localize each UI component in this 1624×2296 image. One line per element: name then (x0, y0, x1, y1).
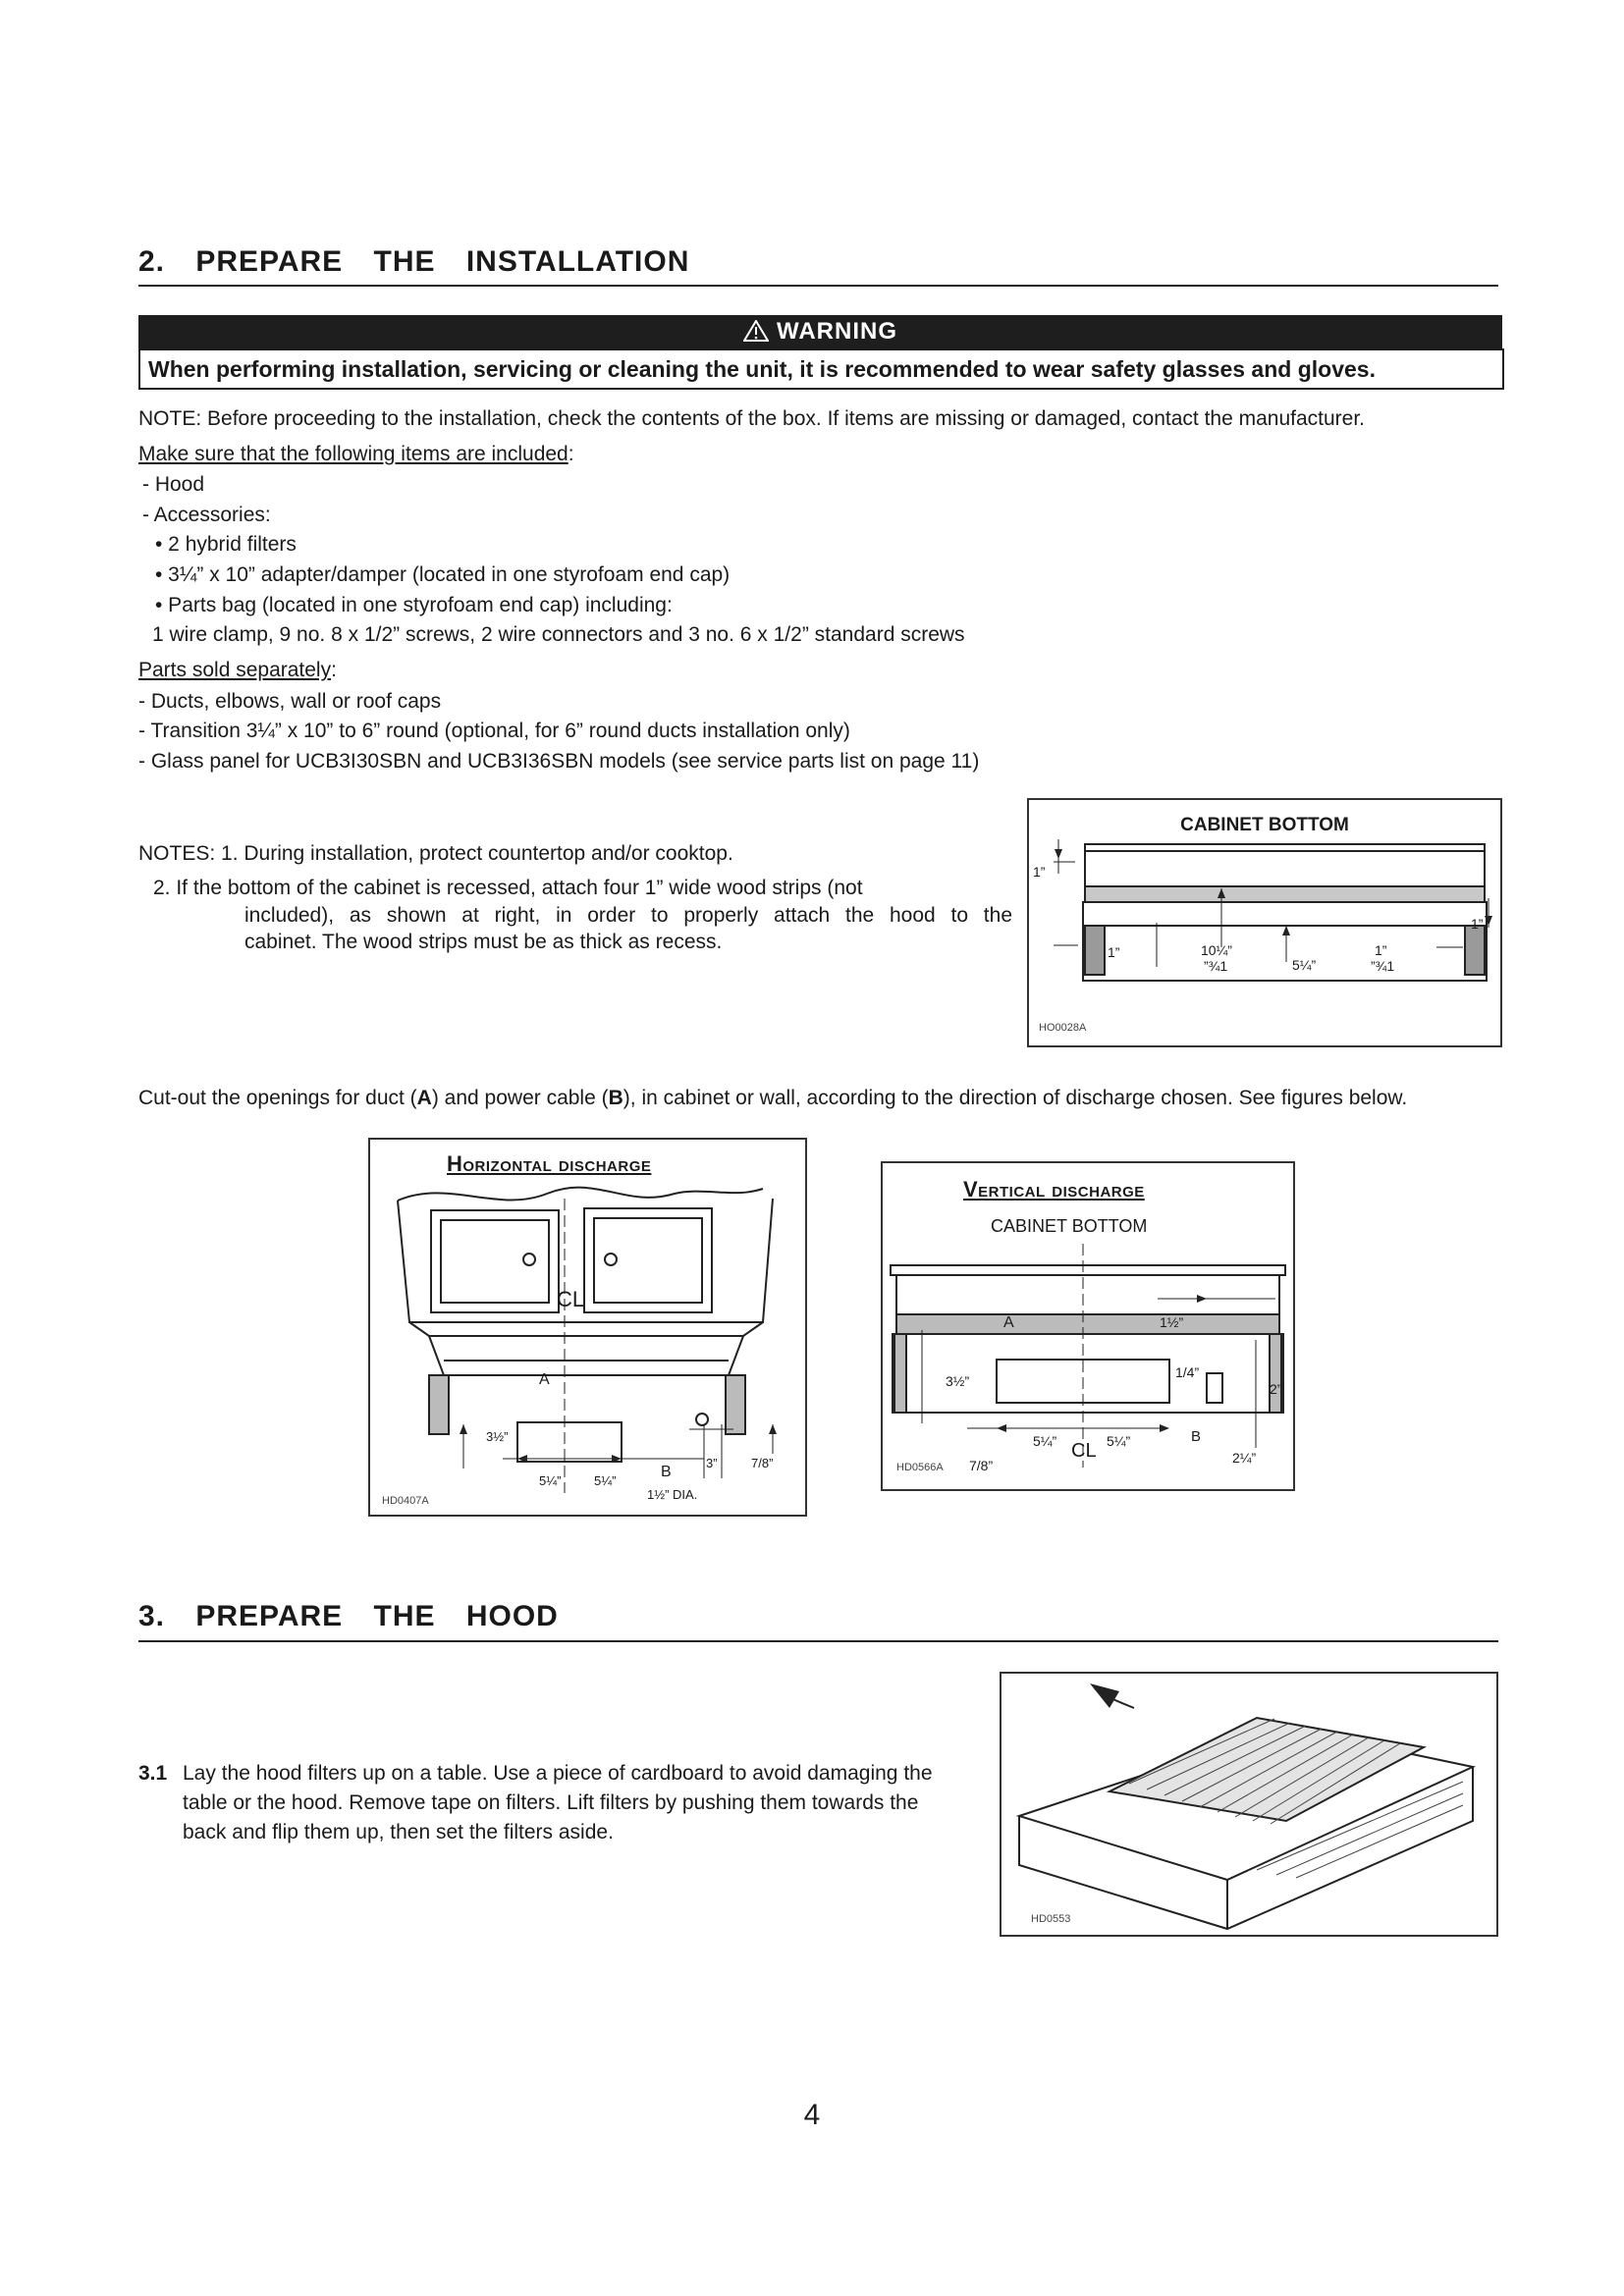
list-item: - Ducts, elbows, wall or roof caps (138, 690, 442, 713)
list-item: - Glass panel for UCB3I30SBN and UCB3I36SBN models (see service parts list on page 11) (138, 750, 980, 773)
dim-label: 5¼” (1033, 1433, 1057, 1449)
warning-banner (138, 315, 1502, 348)
note-text: NOTE: Before proceeding to the installation, check the contents of the box. If items are missing or damaged, contact the manufacturer. (138, 407, 1365, 430)
dim-label: 2¼” (1232, 1450, 1257, 1466)
dim-label: 5¼” (539, 1473, 562, 1488)
centerline-label: CL (1071, 1440, 1097, 1462)
vertical-discharge-figure (881, 1161, 1295, 1491)
figure-subtitle: CABINET BOTTOM (991, 1216, 1148, 1236)
dim-label: ”¾1 (1371, 958, 1395, 974)
hood-filter-figure (1000, 1672, 1498, 1937)
cutout-text-part: ) and power cable ( (431, 1087, 609, 1109)
notes-line-2: 2. If the bottom of the cabinet is recessed, attach four 1” wide wood strips (not (153, 877, 863, 899)
list-item: - Accessories: (142, 504, 271, 526)
dim-label: 3” (706, 1456, 718, 1470)
step-number-text: 3.1 (138, 1762, 168, 1785)
dim-label: 5¼” (1292, 957, 1317, 973)
dim-label: 3½” (486, 1429, 509, 1444)
list-item: • Parts bag (located in one styrofoam end cap) including: (155, 594, 673, 616)
figure-code: HD0407A (382, 1495, 429, 1507)
dim-label: A (1003, 1314, 1014, 1331)
figure-code: HO0028A (1039, 1022, 1087, 1034)
notes-line-1: NOTES: 1. During installation, protect countertop and/or cooktop. (138, 842, 733, 865)
cabinet-bottom-drawing (1029, 800, 1500, 1045)
warning-title: WARNING (777, 318, 897, 345)
dim-label: 1” (1471, 916, 1484, 932)
warning-icon (743, 315, 769, 348)
dim-label: 1” (1033, 864, 1046, 880)
list-item: 1 wire clamp, 9 no. 8 x 1/2” screws, 2 wire connectors and 3 no. 6 x 1/2” standard screws (152, 623, 965, 646)
included-title (138, 440, 574, 469)
cutout-text-part: ), in cabinet or wall, according to the direction of discharge chosen. See figures below. (623, 1087, 1408, 1109)
list-item: - Transition 3¼” x 10” to 6” round (optional, for 6” round ducts installation only) (138, 720, 850, 742)
dim-label: 1½” DIA. (647, 1487, 698, 1502)
warning-text: When performing installation, servicing or cleaning the unit, it is recommended to wear safety glasses and gloves. (138, 348, 1504, 390)
dim-label: 5¼” (1107, 1433, 1131, 1449)
cutout-text-a: A (416, 1087, 432, 1109)
dim-label: 2” (1270, 1381, 1282, 1397)
dim-label: A (539, 1371, 550, 1388)
step-text: Lay the hood filters up on a table. Use a piece of cardboard to avoid damaging the (183, 1762, 933, 1785)
section-heading: 3. PREPARE THE HOOD (138, 1600, 559, 1632)
step-number (138, 1759, 167, 1789)
dim-label: 1½” (1160, 1314, 1184, 1330)
notes-line-4: cabinet. The wood strips must be as thick as recess. (244, 931, 723, 953)
colon: : (331, 659, 337, 681)
horizontal-discharge-drawing (370, 1140, 805, 1515)
hood-filter-drawing (1001, 1674, 1496, 1935)
figure-code: HD0553 (1031, 1913, 1071, 1925)
section-heading: 2. PREPARE THE INSTALLATION (138, 245, 690, 278)
dim-label: B (1191, 1428, 1202, 1445)
horizontal-discharge-figure (368, 1138, 807, 1517)
cutout-text-b: B (608, 1087, 623, 1109)
dim-label: 5¼” (594, 1473, 617, 1488)
separate-title (138, 656, 337, 685)
notes-line-3: included), as shown at right, in order to properly attach the hood to the (244, 904, 1012, 927)
heading-rule (138, 285, 1498, 287)
step-text: table or the hood. Remove tape on filters. Lift filters by pushing them towards the (183, 1791, 919, 1814)
dim-label: 3½” (946, 1373, 970, 1389)
separate-title-text: Parts sold separately (138, 659, 332, 681)
colon: : (568, 443, 574, 465)
figure-title: Vertical discharge (963, 1177, 1145, 1201)
figure-title: CABINET BOTTOM (1180, 815, 1349, 835)
list-item: • 2 hybrid filters (155, 533, 297, 556)
dim-label: 1” (1375, 942, 1387, 958)
figure-code: HD0566A (896, 1462, 944, 1473)
cabinet-bottom-figure (1027, 798, 1502, 1047)
dim-label: 7/8” (751, 1456, 774, 1470)
dim-label: 1” (1108, 944, 1120, 960)
dim-label: B (661, 1464, 672, 1480)
step-text: back and flip them up, then set the filters aside. (183, 1821, 614, 1843)
cutout-text-part: Cut-out the openings for duct ( (138, 1087, 417, 1109)
list-item: • 3¼” x 10” adapter/damper (located in one styrofoam end cap) (155, 563, 731, 586)
included-title-text: Make sure that the following items are included (138, 443, 568, 465)
heading-rule (138, 1640, 1498, 1642)
dim-label: 7/8” (969, 1458, 994, 1473)
page-number: 4 (803, 2099, 821, 2131)
figure-title: Horizontal discharge (447, 1151, 652, 1176)
cutout-text (138, 1084, 1513, 1113)
list-item: - Hood (142, 473, 205, 496)
centerline-label: CL (557, 1287, 585, 1311)
dim-label: 10¼” (1201, 942, 1232, 958)
dim-label: 1/4” (1175, 1364, 1200, 1380)
dim-label: ”¾1 (1204, 958, 1228, 974)
